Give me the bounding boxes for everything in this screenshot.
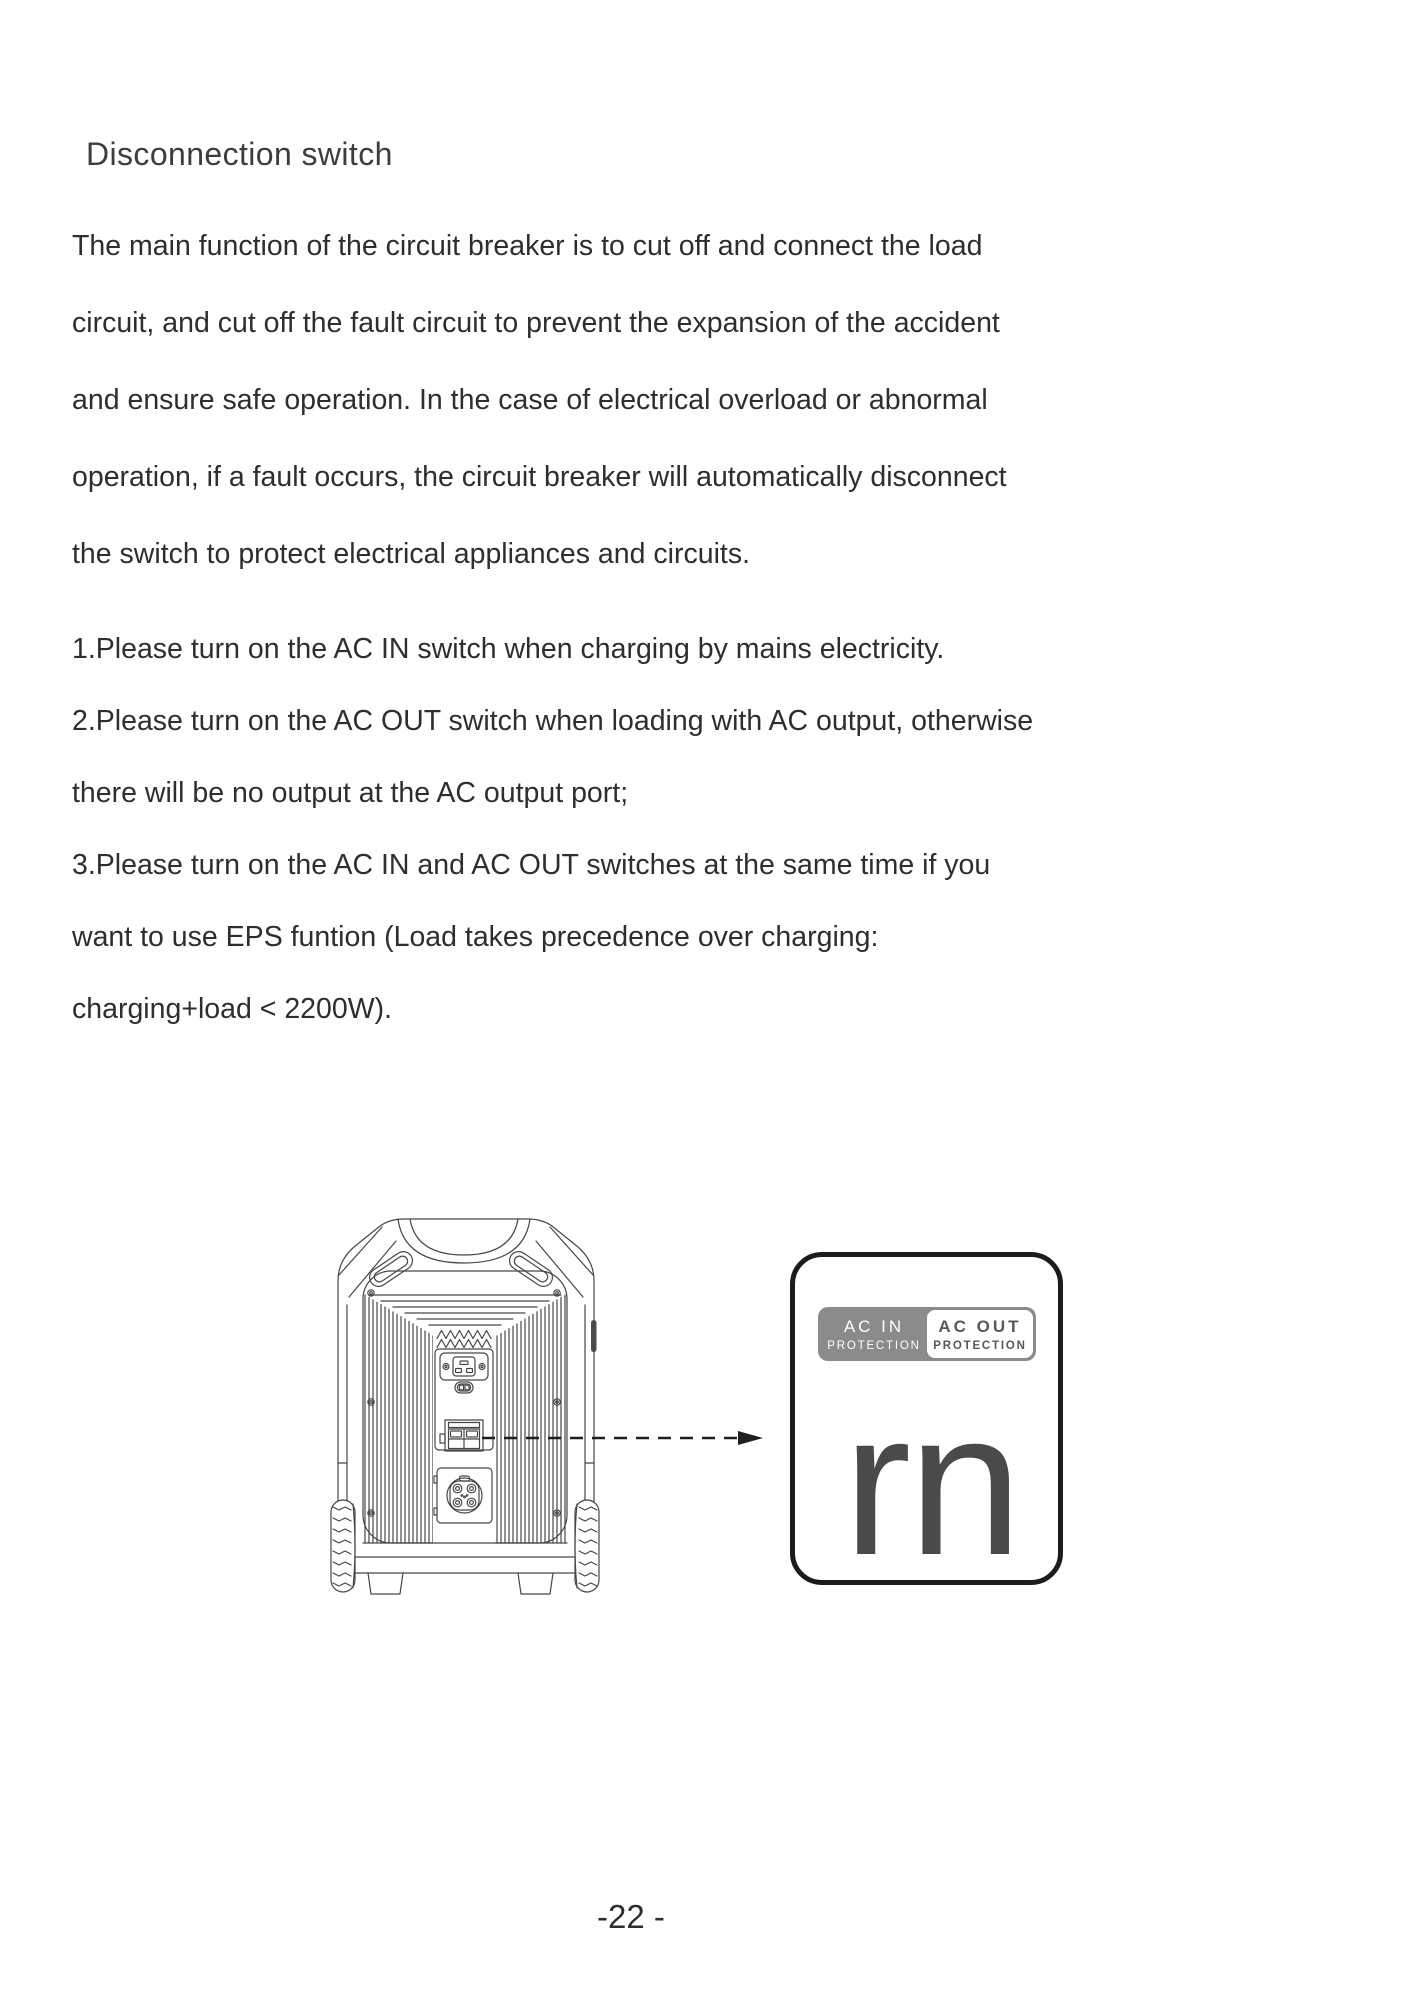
paragraph-line: The main function of the circuit breaker is to cut off and connect the load	[72, 230, 983, 262]
cropped-switch-text: rn	[843, 1369, 1020, 1598]
vent-lines-right	[497, 1295, 565, 1543]
wheel-right-icon	[575, 1500, 599, 1592]
ac-in-sublabel: PROTECTION	[827, 1339, 921, 1352]
device-feet	[368, 1573, 553, 1594]
protection-badge	[818, 1307, 1036, 1361]
list-item-2-line: 2.Please turn on the AC OUT switch when loading with AC output, otherwise	[72, 705, 1034, 737]
side-slot	[591, 1320, 597, 1352]
grab-slot-left-icon	[366, 1248, 416, 1290]
ac-out-label: AC OUT	[938, 1316, 1022, 1336]
ac-out-sublabel: PROTECTION	[933, 1339, 1027, 1352]
ac-in-protection-badge	[818, 1307, 930, 1361]
paragraph-line: and ensure safe operation. In the case of electrical overload or abnormal	[72, 384, 988, 416]
power-station-back-illustration	[336, 1217, 596, 1597]
list-item-1-line: 1.Please turn on the AC IN switch when charging by mains electricity.	[72, 633, 945, 665]
list-item-3-line: 3.Please turn on the AC IN and AC OUT switches at the same time if you	[72, 849, 991, 881]
intro-paragraph	[72, 208, 1382, 593]
arrowhead-icon	[738, 1431, 763, 1445]
list-item-2-line: there will be no output at the AC output port;	[72, 777, 629, 809]
paragraph-line: the switch to protect electrical appliances and circuits.	[72, 538, 750, 570]
callout-panel	[790, 1252, 1063, 1598]
page-title: Disconnection switch	[86, 136, 393, 172]
ac-in-label: AC IN	[843, 1316, 905, 1336]
page-number: -22 -	[597, 1898, 665, 1935]
list-item-3-line: charging+load < 2200W).	[72, 993, 393, 1025]
paragraph-line: circuit, and cut off the fault circuit to prevent the expansion of the accident	[72, 307, 1000, 339]
wheel-left-icon	[331, 1500, 355, 1592]
ac-out-protection-badge	[927, 1310, 1033, 1358]
instruction-list	[72, 613, 1382, 1045]
grab-slot-right-icon	[506, 1248, 556, 1290]
callout-dashed-arrow	[480, 1426, 770, 1450]
vent-lines-left	[365, 1295, 433, 1543]
paragraph-line: operation, if a fault occurs, the circuit breaker will automatically disconnect	[72, 461, 1007, 493]
list-item-3-line: want to use EPS funtion (Load takes precedence over charging:	[72, 921, 879, 953]
